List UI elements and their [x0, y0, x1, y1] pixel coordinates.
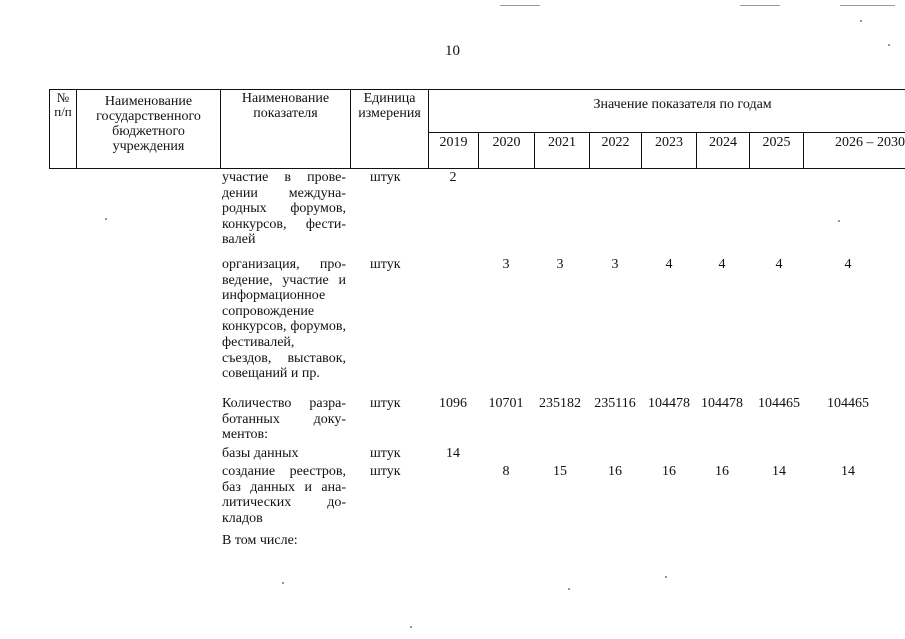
- row-unit: штук: [370, 446, 401, 461]
- scan-speck: [888, 44, 890, 46]
- row-value: 1096: [439, 396, 467, 411]
- row-value: 235116: [594, 396, 636, 411]
- row-value: 104478: [648, 396, 690, 411]
- row-value: 4: [665, 257, 673, 272]
- row-value: 4: [844, 257, 852, 272]
- row-value: 3: [556, 257, 564, 272]
- row-indicator: базы данных: [222, 446, 299, 461]
- row-value: 16: [608, 464, 622, 479]
- row-value: 16: [662, 464, 676, 479]
- row-unit: штук: [370, 257, 401, 272]
- scan-speck: [665, 576, 667, 578]
- scan-speck: [860, 20, 862, 22]
- row-value: 2: [449, 170, 457, 185]
- year-2024: 2024: [697, 133, 750, 169]
- year-2019: 2019: [429, 133, 479, 169]
- year-2021: 2021: [535, 133, 590, 169]
- row-value: 15: [553, 464, 567, 479]
- row-value: 235182: [539, 396, 581, 411]
- scan-speck: [410, 626, 412, 628]
- row-value: 104465: [758, 396, 800, 411]
- scan-streak: [840, 5, 895, 6]
- scan-streak: [740, 5, 780, 6]
- row-value: 3: [611, 257, 619, 272]
- row-value: 104478: [701, 396, 743, 411]
- row-value: 104465: [827, 396, 869, 411]
- row-value: 8: [502, 464, 510, 479]
- row-value: 10701: [488, 396, 524, 411]
- year-2023: 2023: [642, 133, 697, 169]
- row-value: 14: [841, 464, 855, 479]
- scan-speck: [838, 220, 840, 222]
- year-2020: 2020: [479, 133, 535, 169]
- row-value: 4: [718, 257, 726, 272]
- scan-speck: [282, 582, 284, 584]
- row-value: 4: [775, 257, 783, 272]
- table-header: [49, 89, 905, 169]
- year-2025: 2025: [750, 133, 804, 169]
- page-number: 10: [445, 43, 460, 59]
- row-indicator: организация, проведение, участие и информационное сопровождение конкурсов, форумов, фестивалей, съездов, выставок, совещаний и пр.: [222, 257, 346, 382]
- row-indicator: создание реестров, баз данных и аналитических докладов: [222, 464, 346, 526]
- row-indicator: участие в проведении международных форумов, конкурсов, фестивалей: [222, 170, 346, 248]
- header-years-title: Значение показателя по годам: [429, 90, 905, 133]
- row-value: 16: [715, 464, 729, 479]
- header-unit: Единица измерения: [351, 90, 429, 169]
- row-value: 14: [446, 446, 460, 461]
- scan-speck: [568, 588, 570, 590]
- header-institution: Наименование государственного бюджетного учреждения: [77, 90, 221, 169]
- row-unit: штук: [370, 464, 401, 479]
- scan-speck: [105, 218, 107, 220]
- scan-streak: [500, 5, 540, 6]
- row-value: 3: [502, 257, 510, 272]
- row-unit: штук: [370, 170, 401, 185]
- row-indicator: В том числе:: [222, 533, 298, 548]
- row-unit: штук: [370, 396, 401, 411]
- header-indicator: Наименование показателя: [221, 90, 351, 169]
- header-number: № п/п: [50, 90, 77, 169]
- year-2022: 2022: [590, 133, 642, 169]
- row-value: 14: [772, 464, 786, 479]
- year-2026-2030: 2026 – 2030: [804, 133, 905, 169]
- row-indicator: Количество разработанных документов:: [222, 396, 346, 443]
